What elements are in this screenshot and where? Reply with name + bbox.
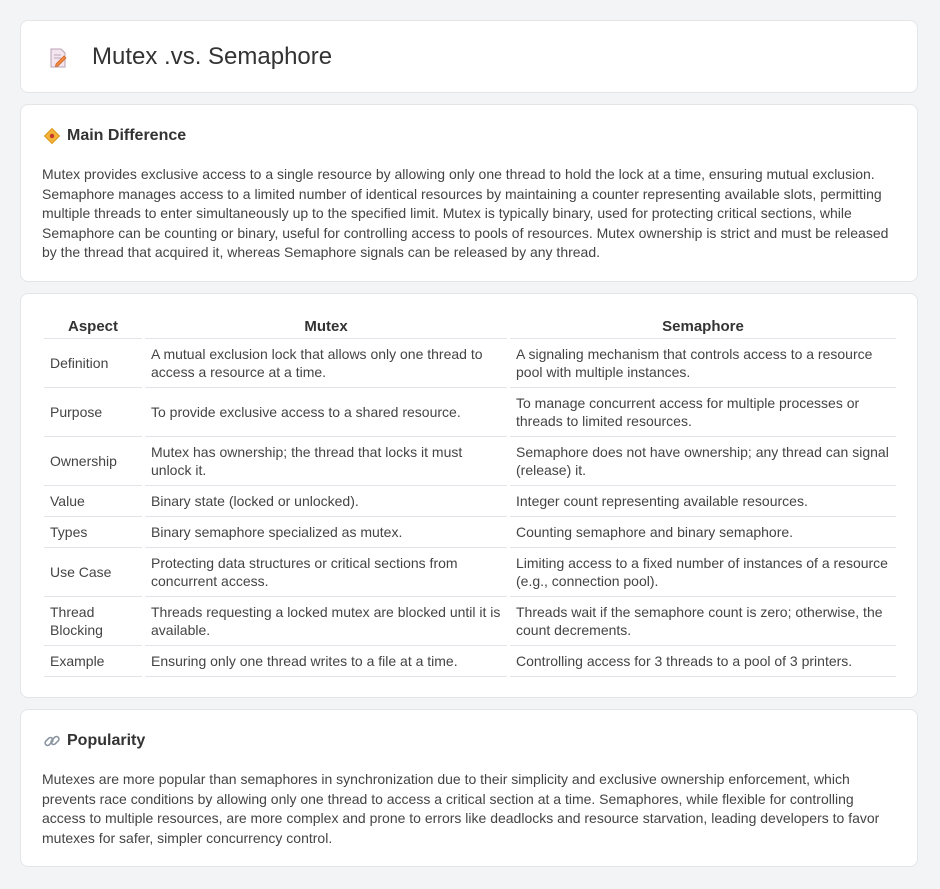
semaphore-cell: Counting semaphore and binary semaphore. [510,517,896,548]
table-row [44,437,896,486]
mutex-cell: Binary state (locked or unlocked). [145,486,507,517]
aspect-cell: Definition [44,339,142,388]
mutex-cell: Ensuring only one thread writes to a file at a time. [145,646,507,677]
semaphore-cell: Threads wait if the semaphore count is zero; otherwise, the count decrements. [510,597,896,646]
semaphore-cell: Controlling access for 3 threads to a pool of 3 printers. [510,646,896,677]
aspect-cell: Purpose [44,388,142,437]
popularity-header [43,732,145,750]
comparison-card [20,293,918,698]
table-row [44,646,896,677]
table-row [44,388,896,437]
main-difference-card [20,104,918,282]
table-row [44,486,896,517]
comparison-table [41,316,899,677]
title-card [20,20,918,93]
header-mutex: Mutex [145,316,507,339]
mutex-cell: A mutual exclusion lock that allows only one thread to access a resource at a time. [145,339,507,388]
main-difference-header [43,127,186,145]
semaphore-cell: To manage concurrent access for multiple processes or threads to limited resources. [510,388,896,437]
main-difference-heading: Main Difference [67,127,187,144]
link-icon [43,732,61,750]
main-difference-text: Mutex provides exclusive access to a single resource by allowing only one thread to hold the lock at a time, ensuring mutual exclusion. Semaphore manages access to a limited number of identical resources by maintaining a counter representing available slots, permitting multiple threads to enter simultaneously up to the specified limit. Mutex is typically binary, used for protecting critical sections, while Semaphore can be counting or binary, useful for controlling access to pools of resources. Mutex ownership is strict and must be released by the thread that acquired it, whereas Semaphore signals can be released by any thread. [42,166,889,261]
table-header-row [44,316,896,339]
mutex-cell: Mutex has ownership; the thread that locks it must unlock it. [145,437,507,486]
semaphore-cell: Semaphore does not have ownership; any thread can signal (release) it. [510,437,896,486]
semaphore-cell: Limiting access to a fixed number of instances of a resource (e.g., connection pool). [510,548,896,597]
diamond-icon [43,127,61,145]
aspect-cell: Use Case [44,548,142,597]
aspect-cell: Value [44,486,142,517]
mutex-cell: To provide exclusive access to a shared resource. [145,388,507,437]
aspect-cell: Thread Blocking [44,597,142,646]
table-row [44,597,896,646]
aspect-cell: Example [44,646,142,677]
popularity-text: Mutexes are more popular than semaphores in synchronization due to their simplicity and exclusive ownership enforcement, which prevents race conditions by allowing only one thread to access a critical section at a time. Semaphores, while flexible for controlling access to multiple resources, are more complex and prone to errors like deadlocks and resource starvation, leading developers to favor mutexes for safer, simpler concurrency control. [42,771,880,846]
table-row [44,548,896,597]
page-title: Mutex .vs. Semaphore [92,43,333,70]
document-pen-icon [47,47,69,69]
mutex-cell: Protecting data structures or critical sections from concurrent access. [145,548,507,597]
mutex-cell: Threads requesting a locked mutex are blocked until it is available. [145,597,507,646]
semaphore-cell: Integer count representing available resources. [510,486,896,517]
popularity-card [20,709,918,867]
header-semaphore: Semaphore [510,316,896,339]
mutex-cell: Binary semaphore specialized as mutex. [145,517,507,548]
table-row [44,517,896,548]
aspect-cell: Ownership [44,437,142,486]
header-aspect: Aspect [44,316,142,339]
table-row [44,339,896,388]
aspect-cell: Types [44,517,142,548]
popularity-heading: Popularity [67,732,146,749]
semaphore-cell: A signaling mechanism that controls access to a resource pool with multiple instances. [510,339,896,388]
